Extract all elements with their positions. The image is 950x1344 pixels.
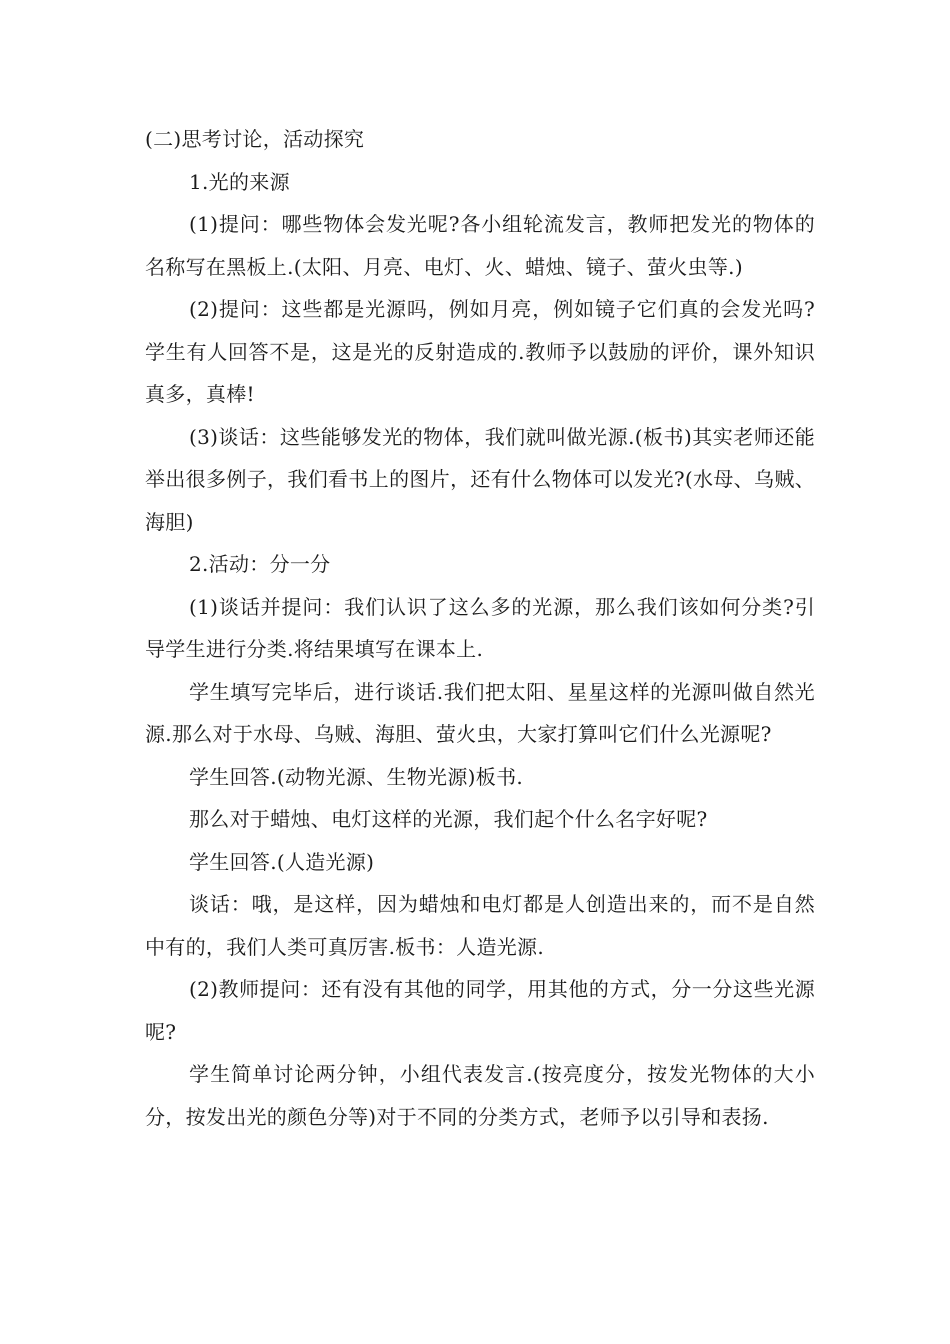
paragraph: 学生填写完毕后，进行谈话.我们把太阳、星星这样的光源叫做自然光源.那么对于水母、乌贼、海胆、萤火虫，大家打算叫它们什么光源呢? bbox=[145, 679, 815, 746]
paragraph: 谈话：哦，是这样，因为蜡烛和电灯都是人创造出来的，而不是自然中有的，我们人类可真厉害.板书：人造光源. bbox=[145, 892, 815, 959]
paragraph: (1)谈话并提问：我们认识了这么多的光源，那么我们该如何分类?引导学生进行分类.将结果填写在课本上. bbox=[145, 594, 815, 661]
paragraph: (2)教师提问：还有没有其他的同学，用其他的方式，分一分这些光源呢? bbox=[145, 977, 815, 1044]
paragraph: (1)提问：哪些物体会发光呢?各小组轮流发言，教师把发光的物体的名称写在黑板上.(太阳、月亮、电灯、火、蜡烛、镜子、萤火虫等.) bbox=[145, 212, 815, 279]
document-body bbox=[145, 118, 815, 1138]
paragraph: 那么对于蜡烛、电灯这样的光源，我们起个什么名字好呢? bbox=[189, 807, 708, 831]
paragraph: 学生回答.(人造光源) bbox=[189, 849, 375, 874]
paragraph: (3)谈话：这些能够发光的物体，我们就叫做光源.(板书)其实老师还能举出很多例子，我们看书上的图片，还有什么物体可以发光?(水母、乌贼、海胆) bbox=[145, 424, 815, 534]
subsection-heading: 1.光的来源 bbox=[189, 169, 290, 194]
paragraph: 学生回答.(动物光源、生物光源)板书. bbox=[189, 764, 524, 789]
section-heading: (二)思考讨论，活动探究 bbox=[145, 127, 365, 151]
paragraph: (2)提问：这些都是光源吗，例如月亮，例如镜子它们真的会发光吗?学生有人回答不是，这是光的反射造成的.教师予以鼓励的评价，课外知识真多，真棒! bbox=[145, 297, 815, 406]
subsection-heading: 2.活动：分一分 bbox=[189, 552, 331, 576]
paragraph: 学生简单讨论两分钟，小组代表发言.(按亮度分，按发光物体的大小分，按发出光的颜色分等)对于不同的分类方式，老师予以引导和表扬. bbox=[145, 1062, 815, 1129]
